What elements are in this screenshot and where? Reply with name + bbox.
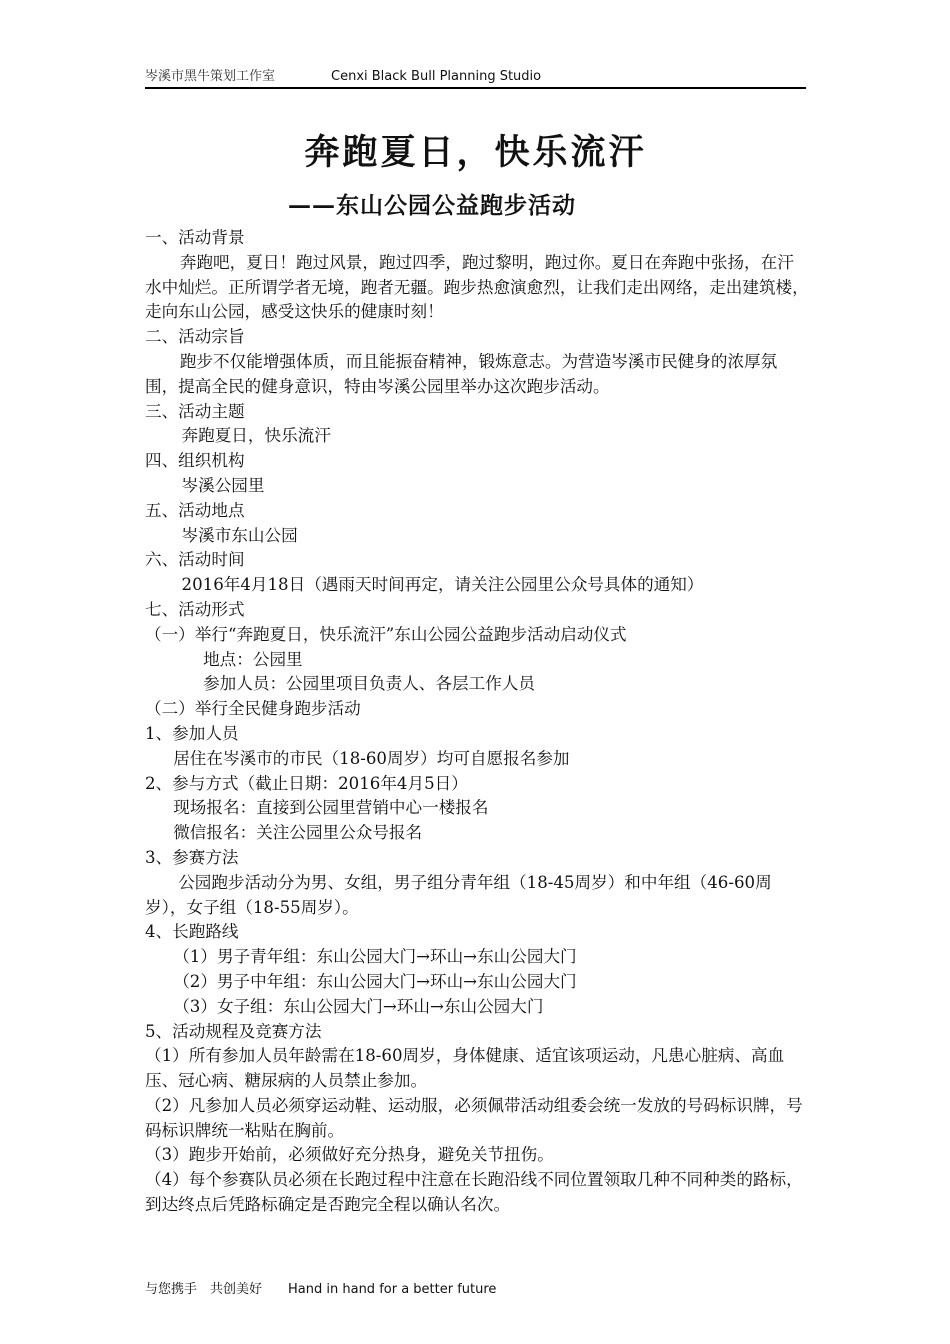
section-heading-purpose: 二、活动宗旨 [145,327,245,347]
registration-onsite: 现场报名：直接到公园里营销中心一楼报名 [173,798,489,818]
route-item-1: （1）男子青年组：东山公园大门→环山→东山公园大门 [173,947,577,967]
subsection-heading-method: 3、参赛方法 [145,847,239,867]
time-text: 2016年4月18日（遇雨天时间再定，请关注公园里公众号具体的通知） [181,575,704,595]
participants-text: 居住在岑溪市的市民（18-60周岁）均可自愿报名参加 [173,748,570,768]
section-heading-format: 七、活动形式 [145,599,245,619]
document-body [145,226,810,1218]
registration-wechat: 微信报名：关注公园里公众号报名 [173,823,423,843]
format-item-1-people: 参加人员：公园里项目负责人、各层工作人员 [203,674,535,694]
footer-slogan-en: Hand in hand for a better future [288,1282,497,1297]
format-item-1-place: 地点：公园里 [203,649,303,669]
location-text: 岑溪市东山公园 [181,525,298,545]
route-item-3: （3）女子组：东山公园大门→环山→东山公园大门 [173,996,544,1016]
organizer-text: 岑溪公园里 [181,475,265,495]
section-heading-background: 一、活动背景 [145,228,245,247]
subsection-heading-route: 4、长跑路线 [145,922,239,942]
format-item-1: （一）举行“奔跑夏日，快乐流汗”东山公园公益跑步活动启动仪式 [145,624,627,644]
rule-item-1: （1）所有参加人员年龄需在18-60周岁，身体健康、适宜该项运动，凡患心脏病、高血压、冠心病、糖尿病的人员禁止参加。 [145,1046,785,1091]
theme-text: 奔跑夏日，快乐流汗 [181,426,331,446]
studio-name-cn: 岑溪市黑牛策划工作室 [145,69,276,84]
rule-item-2: （2）凡参加人员必须穿运动鞋、运动服，必须佩带活动组委会统一发放的号码标识牌，号码标识牌统一粘贴在胸前。 [145,1095,803,1140]
rule-item-4: （4）每个参赛队员必须在长跑过程中注意在长跑沿线不同位置领取几种不同种类的路标，到达终点后凭路标确定是否跑完全程以确认名次。 [145,1170,803,1215]
section-heading-time: 六、活动时间 [145,550,245,570]
section-heading-theme: 三、活动主题 [145,401,245,421]
background-paragraph: 奔跑吧，夏日！跑过风景，跑过四季，跑过黎明，跑过你。夏日在奔跑中张扬，在汗水中灿烂。正所谓学者无境，跑者无疆。跑步热愈演愈烈，让我们走出网络，走出建筑楼，走向东山公园，感受这快乐的健康时刻！ [145,252,809,322]
studio-name-en: Cenxi Black Bull Planning Studio [331,69,542,84]
subsection-heading-participants: 1、参加人员 [145,723,239,743]
format-item-2: （二）举行全民健身跑步活动 [145,699,361,719]
subsection-heading-rules: 5、活动规程及竞赛方法 [145,1021,322,1041]
method-text: 公园跑步活动分为男、女组，男子组分青年组（18-45周岁）和中年组（46-60周岁），女子组（18-55周岁）。 [145,872,772,917]
section-heading-location: 五、活动地点 [145,500,245,520]
page-header [145,68,806,89]
rule-item-3: （3）跑步开始前，必须做好充分热身，避免关节扭伤。 [145,1145,554,1165]
section-heading-organizer: 四、组织机构 [145,451,245,471]
method-paragraph [145,871,810,921]
document-subtitle: ——东山公园公益跑步活动 [288,192,576,219]
purpose-paragraph: 跑步不仅能增强体质，而且能振奋精神，锻炼意志。为营造岑溪市民健身的浓厚氛围，提高全民的健身意识，特由岑溪公园里举办这次跑步活动。 [145,351,778,396]
page-footer [145,1280,496,1300]
route-item-2: （2）男子中年组：东山公园大门→环山→东山公园大门 [173,971,577,991]
document-title: 奔跑夏日，快乐流汗 [304,132,647,173]
subsection-heading-registration: 2、参与方式（截止日期：2016年4月5日） [145,773,468,793]
footer-slogan-cn: 与您携手 共创美好 [145,1282,263,1297]
